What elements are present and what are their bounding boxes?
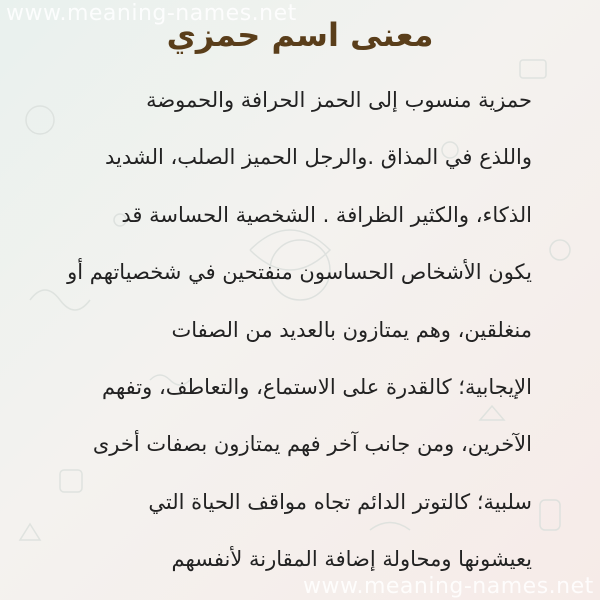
- text-line: الذكاء، والكثير الظرافة . الشخصية الحساسة قد: [121, 202, 532, 227]
- text-line: منغلقين، وهم يمتازون بالعديد من الصفات: [171, 317, 532, 342]
- meaning-text: [12, 78, 532, 595]
- text-line: حمزية منسوب إلى الحمز الحرافة والحموضة: [146, 88, 532, 112]
- page-title: معنى اسم حمزي: [166, 16, 434, 54]
- text-line: يكون الأشخاص الحساسون منفتحين في شخصياتهم أو: [67, 260, 532, 285]
- watermark-bottom: www.meaning-names.net: [303, 574, 594, 599]
- text-line: الآخرين، ومن جانب آخر فهم يمتازون بصفات أخرى: [92, 432, 532, 457]
- text-line: الإيجابية؛ كالقدرة على الاستماع، والتعاطف، وتفهم: [102, 374, 532, 399]
- text-line: واللذع في المذاق .والرجل الحميز الصلب، الشديد: [104, 145, 532, 170]
- text-line: يعيشونها ومحاولة إضافة المقارنة لأنفسهم: [171, 547, 532, 572]
- watermark-top: www.meaning-names.net: [6, 1, 297, 26]
- text-line: سلبية؛ كالتوتر الدائم تجاه مواقف الحياة التي: [148, 489, 532, 514]
